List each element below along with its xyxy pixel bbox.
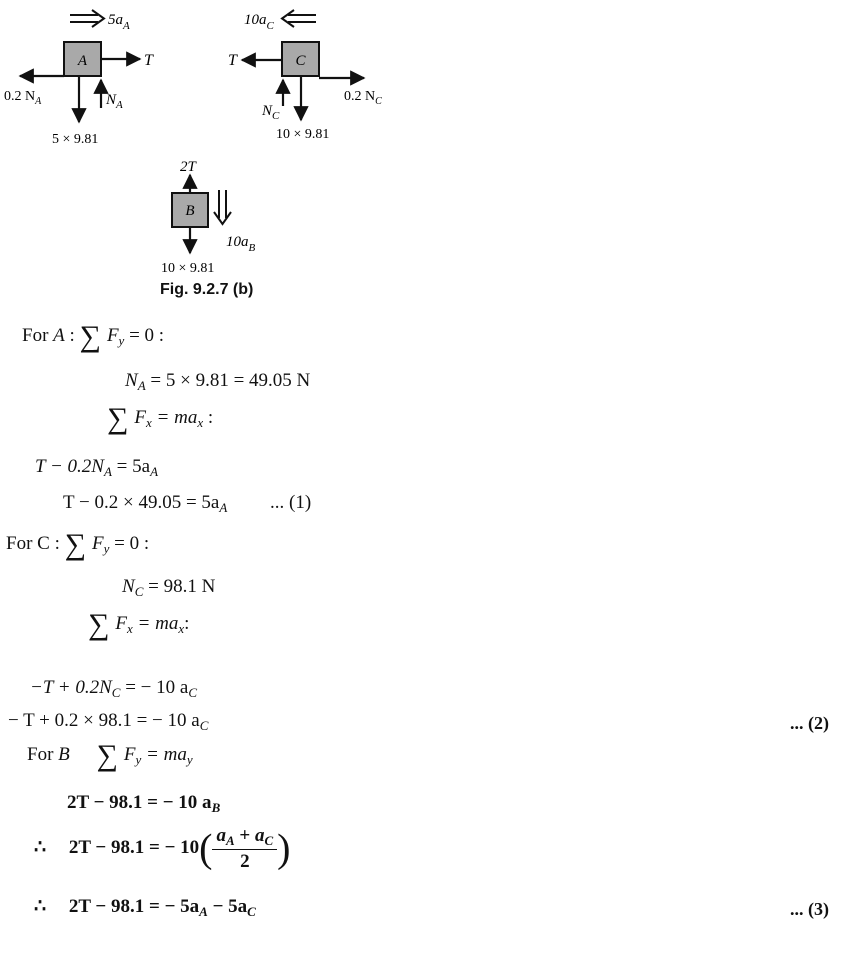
- eq-a-substituted: $T - 0.2 \times 49.05 = 5a_A$ ... (1): [63, 492, 312, 515]
- eq-c-newton: $-T + 0.2N_C$ = − 10 $a_C$: [30, 677, 198, 700]
- block-b-tension-label: 2T: [180, 159, 196, 175]
- block-b-group: [161, 159, 256, 276]
- block-b-inertia-label: $10a_B$: [226, 234, 256, 254]
- block-c-normal-label: $N_C$: [262, 103, 280, 122]
- block-b-inertia-arrow: [214, 190, 231, 224]
- eq-b-final: ∴ 2T − 98.1 = − $5a_A - 5a_C$: [34, 896, 256, 919]
- block-c-weight-label: 10 × 9.81: [276, 127, 330, 142]
- eq-ref-2: ... (2): [790, 713, 829, 733]
- eq-c-sum-x: ∑ $F_x = ma_x$:: [88, 608, 190, 641]
- fraction-average-accel: $\frac{a_A + a_C}{2}$: [212, 826, 277, 871]
- block-a-friction-label: 0.2 $N_A$: [4, 89, 42, 107]
- block-c-inertia-label: $10a_C$: [244, 12, 274, 32]
- block-b-label: B: [185, 203, 195, 219]
- figure-caption: Fig. 9.2.7 (b): [160, 281, 254, 298]
- block-b-weight-label: 10 × 9.81: [161, 261, 215, 276]
- block-a-inertia-label: $5a_A$: [108, 12, 130, 32]
- block-a-tension-label: T: [144, 52, 153, 69]
- block-a-weight-label: 5 × 9.81: [52, 132, 99, 147]
- eq-a-sum-x: ∑ $F_x = ma_x$ :: [107, 402, 214, 435]
- eq-b-heading: For B ∑ $F_y = ma_y$: [27, 739, 193, 772]
- eq-ref-1: ... (1): [270, 492, 312, 513]
- block-a-inertia-arrow: [70, 10, 104, 27]
- block-a-label: A: [77, 53, 88, 69]
- eq-b-relation: ∴ 2T − 98.1 = − 10( $\frac{a_A + a_C}{2}$ ): [34, 825, 291, 872]
- eq-ref-3: ... (3): [790, 899, 829, 919]
- eq-c-substituted: − T + 0.2 × 98.1 = − 10 $a_C$: [8, 710, 209, 733]
- block-c-group: [228, 10, 382, 142]
- eq-c-heading: For C : ∑ $F_y = 0$ :: [6, 528, 150, 561]
- block-c-friction-label: 0.2 $N_C$: [344, 89, 382, 107]
- block-a-normal-label: $N_A$: [106, 92, 123, 111]
- eq-a-newton: $T - 0.2N_A = 5a_A$: [35, 456, 159, 479]
- eq-normal-c: $N_C = 98.1$ N: [122, 576, 216, 599]
- block-a-group: [4, 10, 154, 147]
- block-c-tension-label: T: [228, 52, 237, 69]
- eq-normal-a: $N_A = 5 \times 9.81 = 49.05$ N: [125, 370, 311, 393]
- block-c-inertia-arrow: [282, 10, 316, 27]
- eq-b-newton: 2T − 98.1 = − 10 $a_B$: [67, 792, 221, 815]
- block-c-label: C: [295, 53, 306, 69]
- free-body-diagram: [0, 0, 854, 300]
- eq-a-heading: For A : ∑ $F_y = 0$ :: [22, 320, 165, 353]
